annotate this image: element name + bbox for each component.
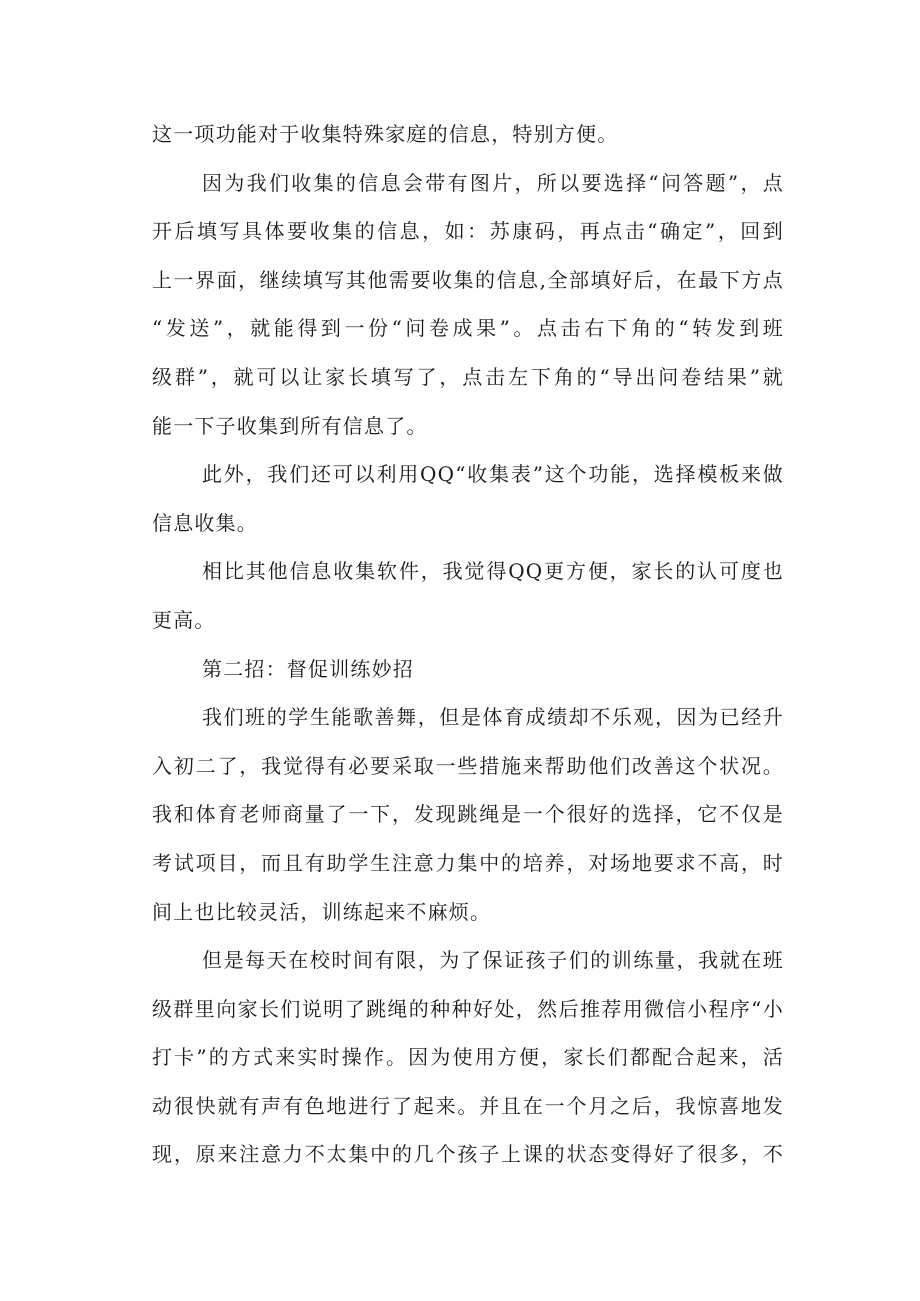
paragraph-line: 间上也比较灵活，训练起来不麻烦。 [152, 899, 492, 924]
paragraph-line: 打卡”的方式来实时操作。因为使用方便，家长们都配合起来，活 [152, 1045, 784, 1070]
paragraph-line: 考试项目，而且有助学生注意力集中的培养，对场地要求不高，时 [152, 850, 784, 875]
paragraph-line: 级群”，就可以让家长填写了，点击左下角的“导出问卷结果”就 [152, 364, 784, 389]
paragraph-line: 入初二了，我觉得有必要采取一些措施来帮助他们改善这个状况。 [152, 753, 784, 778]
document-body [152, 110, 784, 1179]
paragraph-line: 能一下子收集到所有信息了。 [152, 413, 428, 438]
paragraph-line: 但是每天在校时间有限，为了保证孩子们的训练量，我就在班 [202, 948, 784, 973]
paragraph-line: 级群里向家长们说明了跳绳的种种好处，然后推荐用微信小程序“小 [152, 996, 784, 1021]
paragraph-line: “发送”，就能得到一份“问卷成果”。点击右下角的“转发到班 [152, 316, 784, 341]
paragraph-line: 开后填写具体要收集的信息，如：苏康码，再点击“确定”，回到 [152, 219, 784, 244]
paragraph-line: 相比其他信息收集软件，我觉得QQ更方便，家长的认可度也 [202, 559, 784, 584]
paragraph-line: 上一界面，继续填写其他需要收集的信息,全部填好后，在最下方点 [152, 267, 784, 292]
paragraph-line: 因为我们收集的信息会带有图片，所以要选择“问答题”，点 [202, 170, 784, 195]
paragraph-line: 现，原来注意力不太集中的几个孩子上课的状态变得好了很多，不 [152, 1142, 784, 1167]
paragraph-line: 更高。 [152, 607, 216, 632]
paragraph-line: 这一项功能对于收集特殊家庭的信息，特别方便。 [152, 122, 619, 146]
paragraph-line: 信息收集。 [152, 510, 258, 535]
section-heading: 第二招：督促训练妙招 [202, 656, 414, 681]
paragraph-line: 我和体育老师商量了一下，发现跳绳是一个很好的选择，它不仅是 [152, 802, 784, 827]
paragraph-line: 此外，我们还可以利用QQ“收集表”这个功能，选择模板来做 [202, 462, 784, 487]
paragraph-line: 我们班的学生能歌善舞，但是体育成绩却不乐观，因为已经升 [202, 705, 784, 730]
paragraph-line: 动很快就有声有色地进行了起来。并且在一个月之后，我惊喜地发 [152, 1093, 784, 1118]
